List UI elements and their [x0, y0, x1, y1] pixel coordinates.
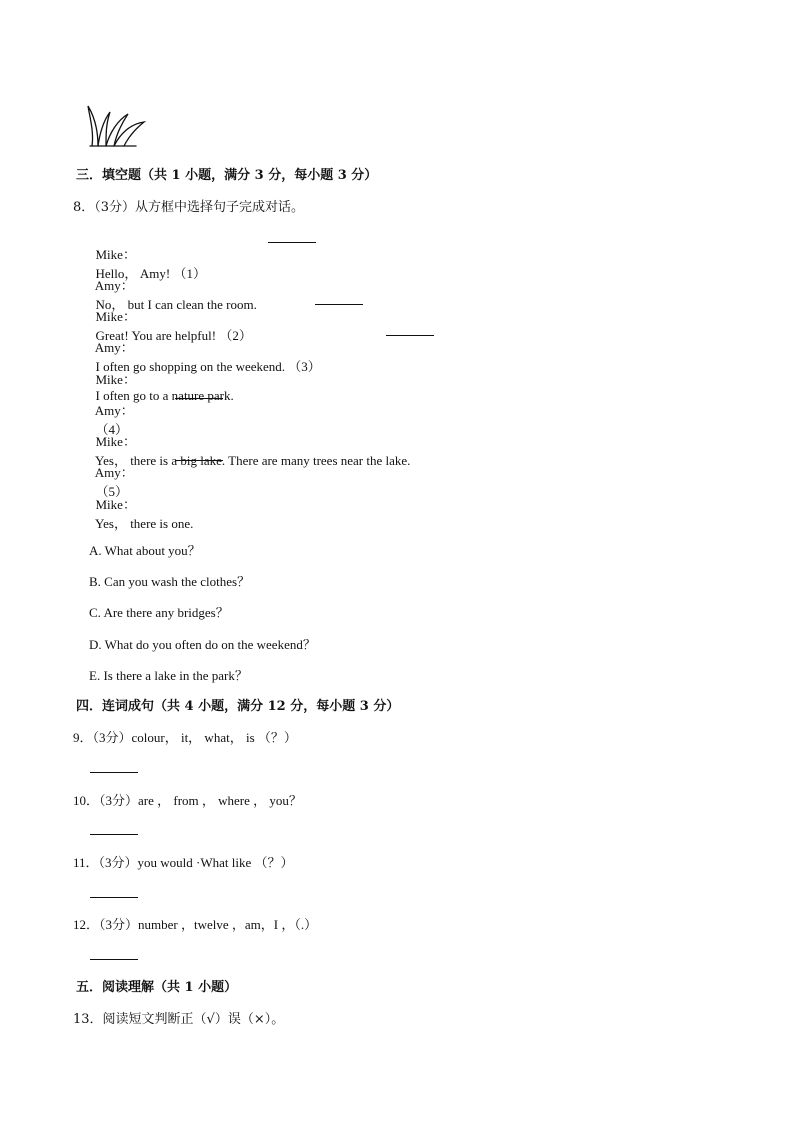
answer-blank[interactable]	[90, 833, 138, 835]
dialogue-text: No， but I can clean the room.	[95, 297, 257, 312]
option-item: B. Can you wash the clothes？	[89, 574, 251, 589]
speaker: Mike：	[95, 372, 136, 387]
dialogue-text: I often go to a nature park.	[95, 388, 234, 403]
question-text: 11．（3分）you would ·What like （？）	[73, 855, 294, 870]
dialogue-text: Yes， there is one.	[95, 516, 194, 531]
section-title: 四．连词成句（共 4 小题，满分 12 分，每小题 3 分）	[76, 699, 400, 714]
answer-blank[interactable]	[175, 459, 223, 461]
answer-blank[interactable]	[90, 771, 138, 773]
question-text: 10．（3分）are ， from ， where ， you？	[73, 793, 302, 808]
question-text: 8．（3分）从方框中选择句子完成对话。	[73, 200, 305, 215]
answer-blank[interactable]	[175, 397, 223, 399]
answer-blank[interactable]	[315, 303, 363, 305]
speaker: Amy：	[94, 403, 134, 418]
speaker: Mike：	[95, 309, 136, 324]
dialogue-text: I often go shopping on the weekend. （3）	[95, 359, 321, 374]
answer-blank[interactable]	[90, 896, 138, 898]
dialogue-text: Great! You are helpful! （2）	[95, 328, 252, 343]
question-text: 9．（3分）colour， it， what， is （？）	[73, 730, 297, 745]
option-item: A. What about you？	[89, 543, 201, 558]
dialogue-text: （4）	[95, 422, 129, 437]
dialogue-text: Yes， there is a big lake. There are many trees near the lake.	[95, 453, 411, 468]
section-title: 五．阅读理解（共 1 小题）	[76, 980, 238, 995]
option-item: C. Are there any bridges？	[89, 605, 229, 620]
speaker: Amy：	[94, 278, 134, 293]
question-text: 12．（3分）number ，twelve ，am，I ，（.）	[73, 917, 318, 932]
grass-illustration	[86, 98, 150, 150]
option-item: D. What do you often do on the weekend？	[89, 637, 316, 652]
speaker: Amy：	[94, 465, 134, 480]
section-title: 三．填空题（共 1 小题，满分 3 分，每小题 3 分）	[76, 168, 378, 183]
speaker: Amy：	[94, 340, 134, 355]
speaker: Mike：	[95, 247, 136, 262]
speaker: Mike：	[95, 497, 136, 512]
dialogue-line	[89, 478, 193, 532]
speaker: Mike：	[95, 434, 136, 449]
answer-blank[interactable]	[90, 958, 138, 960]
dialogue-line	[89, 415, 410, 469]
answer-blank[interactable]	[268, 241, 316, 243]
answer-blank[interactable]	[386, 334, 434, 336]
question-text: 13．阅读短文判断正（√）误（×）。	[73, 1012, 285, 1027]
option-item: E. Is there a lake in the park？	[89, 668, 248, 683]
dialogue-text: Hello， Amy! （1）	[95, 266, 206, 281]
dialogue-text: （5）	[95, 484, 129, 499]
